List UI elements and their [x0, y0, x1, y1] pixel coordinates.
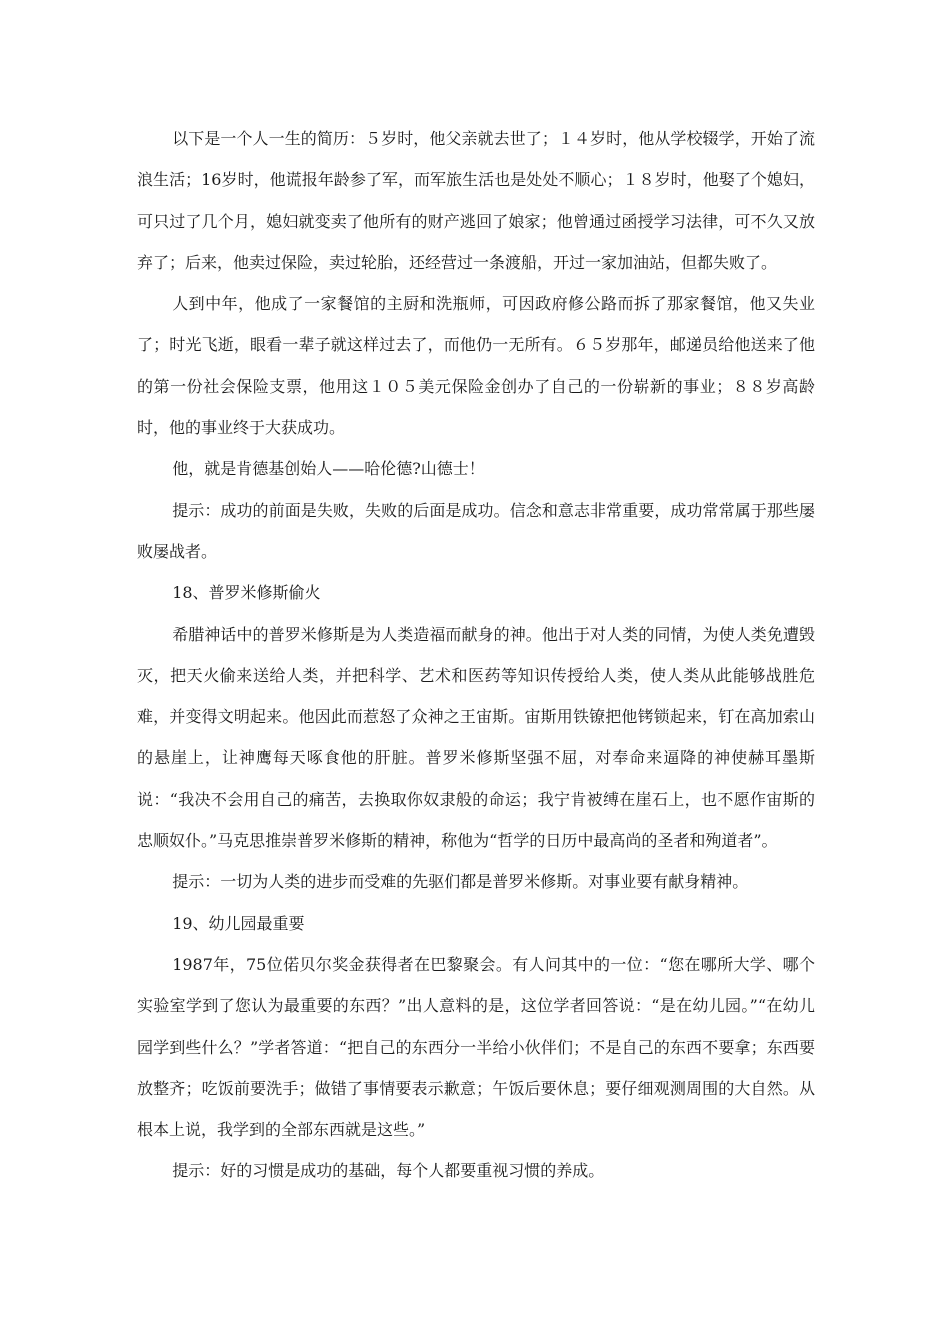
section-heading-19: 19、幼儿园最重要: [172, 913, 305, 933]
paragraph-kfc-founder: 他，就是肯德基创始人——哈伦德?山德士！: [172, 459, 485, 479]
section-heading-18: 18、普罗米修斯偷火: [172, 583, 321, 603]
paragraph-biography: 以下是一个人一生的简历：５岁时，他父亲就去世了；１４岁时，他从学校辍学，开始了流浪生活；16岁时，他谎报年龄参了军，而军旅生活也是处处不顺心；１８岁时，他娶了个媳妇，可只过了几个月，媳妇就变卖了他所有的财产逃回了娘家；他曾通过函授学习法律，可不久又放弃了；后来，他卖过保险，卖过轮胎，还经营过一条渡船，开过一家加油站，但都失败了。: [137, 129, 815, 272]
paragraph-prometheus: 希腊神话中的普罗米修斯是为人类造福而献身的神。他出于对人类的同情，为使人类免遭毁灭，把天火偷来送给人类，并把科学、艺术和医药等知识传授给人类，使人类从此能够战胜危难，并变得文明起来。他因此而惹怒了众神之王宙斯。宙斯用铁镣把他铐锁起来，钉在高加索山的悬崖上，让神鹰每天啄食他的肝脏。普罗米修斯坚强不屈，对奉命来逼降的神使赫耳墨斯说：“我决不会用自己的痛苦，去换取你奴隶般的命运；我宁肯被缚在崖石上，也不愿作宙斯的忠顺奴仆。”马克思推崇普罗米修斯的精神，称他为“哲学的日历中最高尚的圣者和殉道者”。: [137, 624, 815, 851]
paragraph-kindergarten: 1987年，75位偌贝尔奖金获得者在巴黎聚会。有人问其中的一位：“您在哪所大学、哪个实验室学到了您认为最重要的东西？”出人意料的是，这位学者回答说：“是在幼儿园。”“在幼儿园学到些什么？”学者答道：“把自己的东西分一半给小伙伴们；不是自己的东西不要拿；东西要放整齐；吃饭前要洗手；做错了事情要表示歉意；午饭后要休息；要仔细观测周围的大自然。从根本上说，我学到的全部东西就是这些。”: [137, 954, 815, 1140]
paragraph-tip-prometheus: 提示：一切为人类的进步而受难的先驱们都是普罗米修斯。对事业要有献身精神。: [172, 872, 749, 892]
paragraph-middle-age: 人到中年，他成了一家餐馆的主厨和洗瓶师，可因政府修公路而拆了那家餐馆，他又失业了；时光飞逝，眼看一辈子就这样过去了，而他仍一无所有。６５岁那年，邮递员给他送来了他的第一份社会保险支票，他用这１０５美元保险金创办了自己的一份崭新的事业；８８岁高龄时，他的事业终于大获成功。: [137, 294, 815, 438]
paragraph-tip-failure: 提示：成功的前面是失败，失败的后面是成功。信念和意志非常重要，成功常常属于那些屡败屡战者。: [137, 500, 815, 561]
document-body: [137, 118, 815, 1192]
paragraph-tip-habits: 提示：好的习惯是成功的基础，每个人都要重视习惯的养成。: [172, 1161, 605, 1181]
